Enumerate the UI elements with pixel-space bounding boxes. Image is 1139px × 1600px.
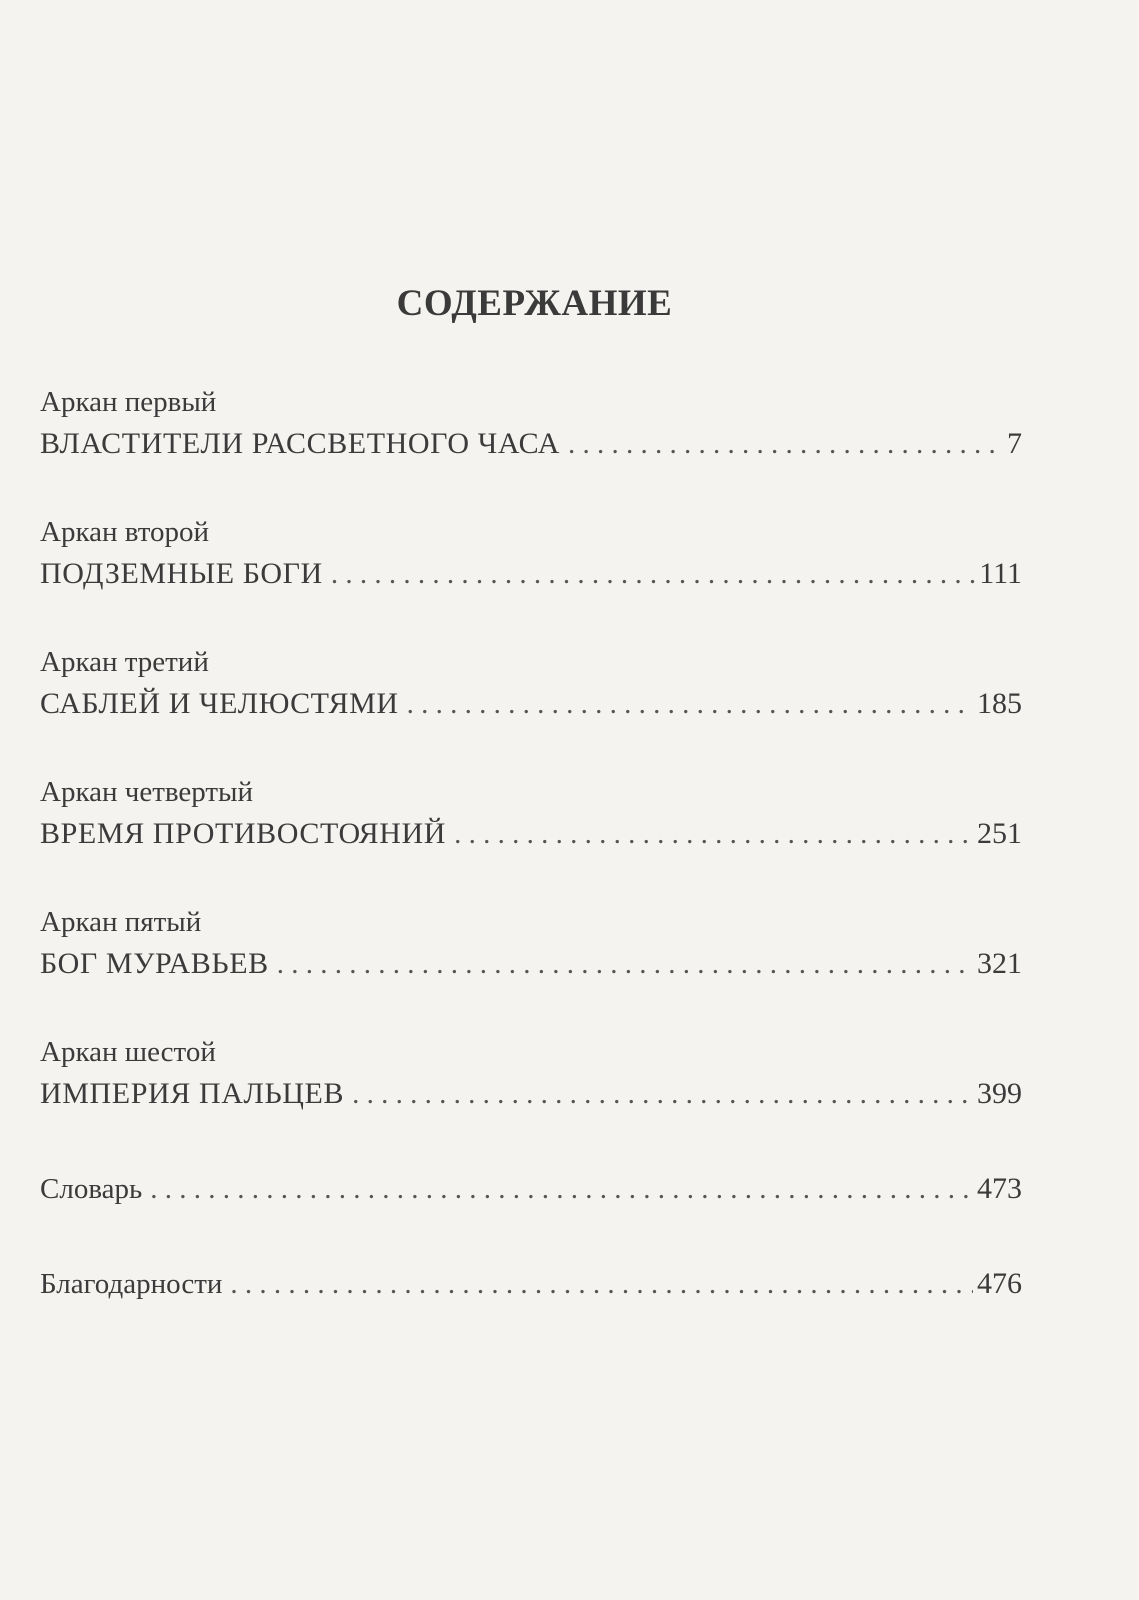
toc-entry bbox=[40, 645, 1022, 721]
toc-page-number: 7 bbox=[1007, 427, 1022, 460]
toc-chapter-title: ПОДЗЕМНЫЕ БОГИ bbox=[40, 557, 323, 590]
toc-leader-dots bbox=[277, 948, 973, 981]
toc-arcan-label: Аркан пятый bbox=[40, 906, 202, 938]
toc-row bbox=[40, 947, 1022, 981]
toc-entry-glossary bbox=[40, 1172, 1022, 1206]
toc-page-number: 251 bbox=[977, 817, 1022, 850]
toc-chapter-title: ВРЕМЯ ПРОТИВОСТОЯНИЙ bbox=[40, 817, 447, 850]
toc-page-number: 321 bbox=[977, 947, 1022, 980]
toc-entry bbox=[40, 905, 1022, 981]
toc-arcan-label: Аркан третий bbox=[40, 646, 209, 678]
toc-chapter-title: БОГ МУРАВЬЕВ bbox=[40, 947, 269, 980]
toc-page-number: 399 bbox=[977, 1077, 1022, 1110]
toc-arcan-label: Аркан первый bbox=[40, 386, 217, 418]
toc-row bbox=[40, 1267, 1022, 1301]
toc-entry bbox=[40, 385, 1022, 461]
toc-arcan-label: Аркан четвертый bbox=[40, 776, 254, 808]
toc-section-title: Благодарности bbox=[40, 1268, 223, 1300]
toc-entry-acknowledgements bbox=[40, 1267, 1022, 1301]
toc-row bbox=[40, 1077, 1022, 1111]
toc-chapter-title: САБЛЕЙ И ЧЕЛЮСТЯМИ bbox=[40, 687, 399, 720]
toc-leader-dots bbox=[407, 688, 973, 721]
toc-row bbox=[40, 1172, 1022, 1206]
toc-row bbox=[40, 687, 1022, 721]
toc-entry bbox=[40, 1035, 1022, 1111]
toc-entry bbox=[40, 515, 1022, 591]
toc-page-number: 185 bbox=[977, 687, 1022, 720]
toc-row bbox=[40, 427, 1022, 461]
toc-entry bbox=[40, 775, 1022, 851]
toc-leader-dots bbox=[150, 1173, 973, 1206]
toc-chapter-title: ИМПЕРИЯ ПАЛЬЦЕВ bbox=[40, 1077, 345, 1110]
toc-row bbox=[40, 817, 1022, 851]
toc-chapter-title: ВЛАСТИТЕЛИ РАССВЕТНОГО ЧАСА bbox=[40, 427, 560, 460]
toc-section-title: Словарь bbox=[40, 1173, 143, 1205]
toc-leader-dots bbox=[230, 1268, 973, 1301]
toc-leader-dots bbox=[352, 1078, 973, 1111]
toc-arcan-label: Аркан шестой bbox=[40, 1036, 216, 1068]
toc-page-number: 476 bbox=[977, 1267, 1022, 1300]
toc-leader-dots bbox=[568, 428, 1003, 461]
toc-page-number: 111 bbox=[979, 557, 1022, 590]
toc-row bbox=[40, 557, 1022, 591]
toc-leader-dots bbox=[331, 558, 975, 591]
toc-arcan-label: Аркан второй bbox=[40, 516, 210, 548]
toc-page-number: 473 bbox=[977, 1172, 1022, 1205]
page-title: СОДЕРЖАНИЕ bbox=[396, 283, 673, 324]
toc-leader-dots bbox=[454, 818, 973, 851]
